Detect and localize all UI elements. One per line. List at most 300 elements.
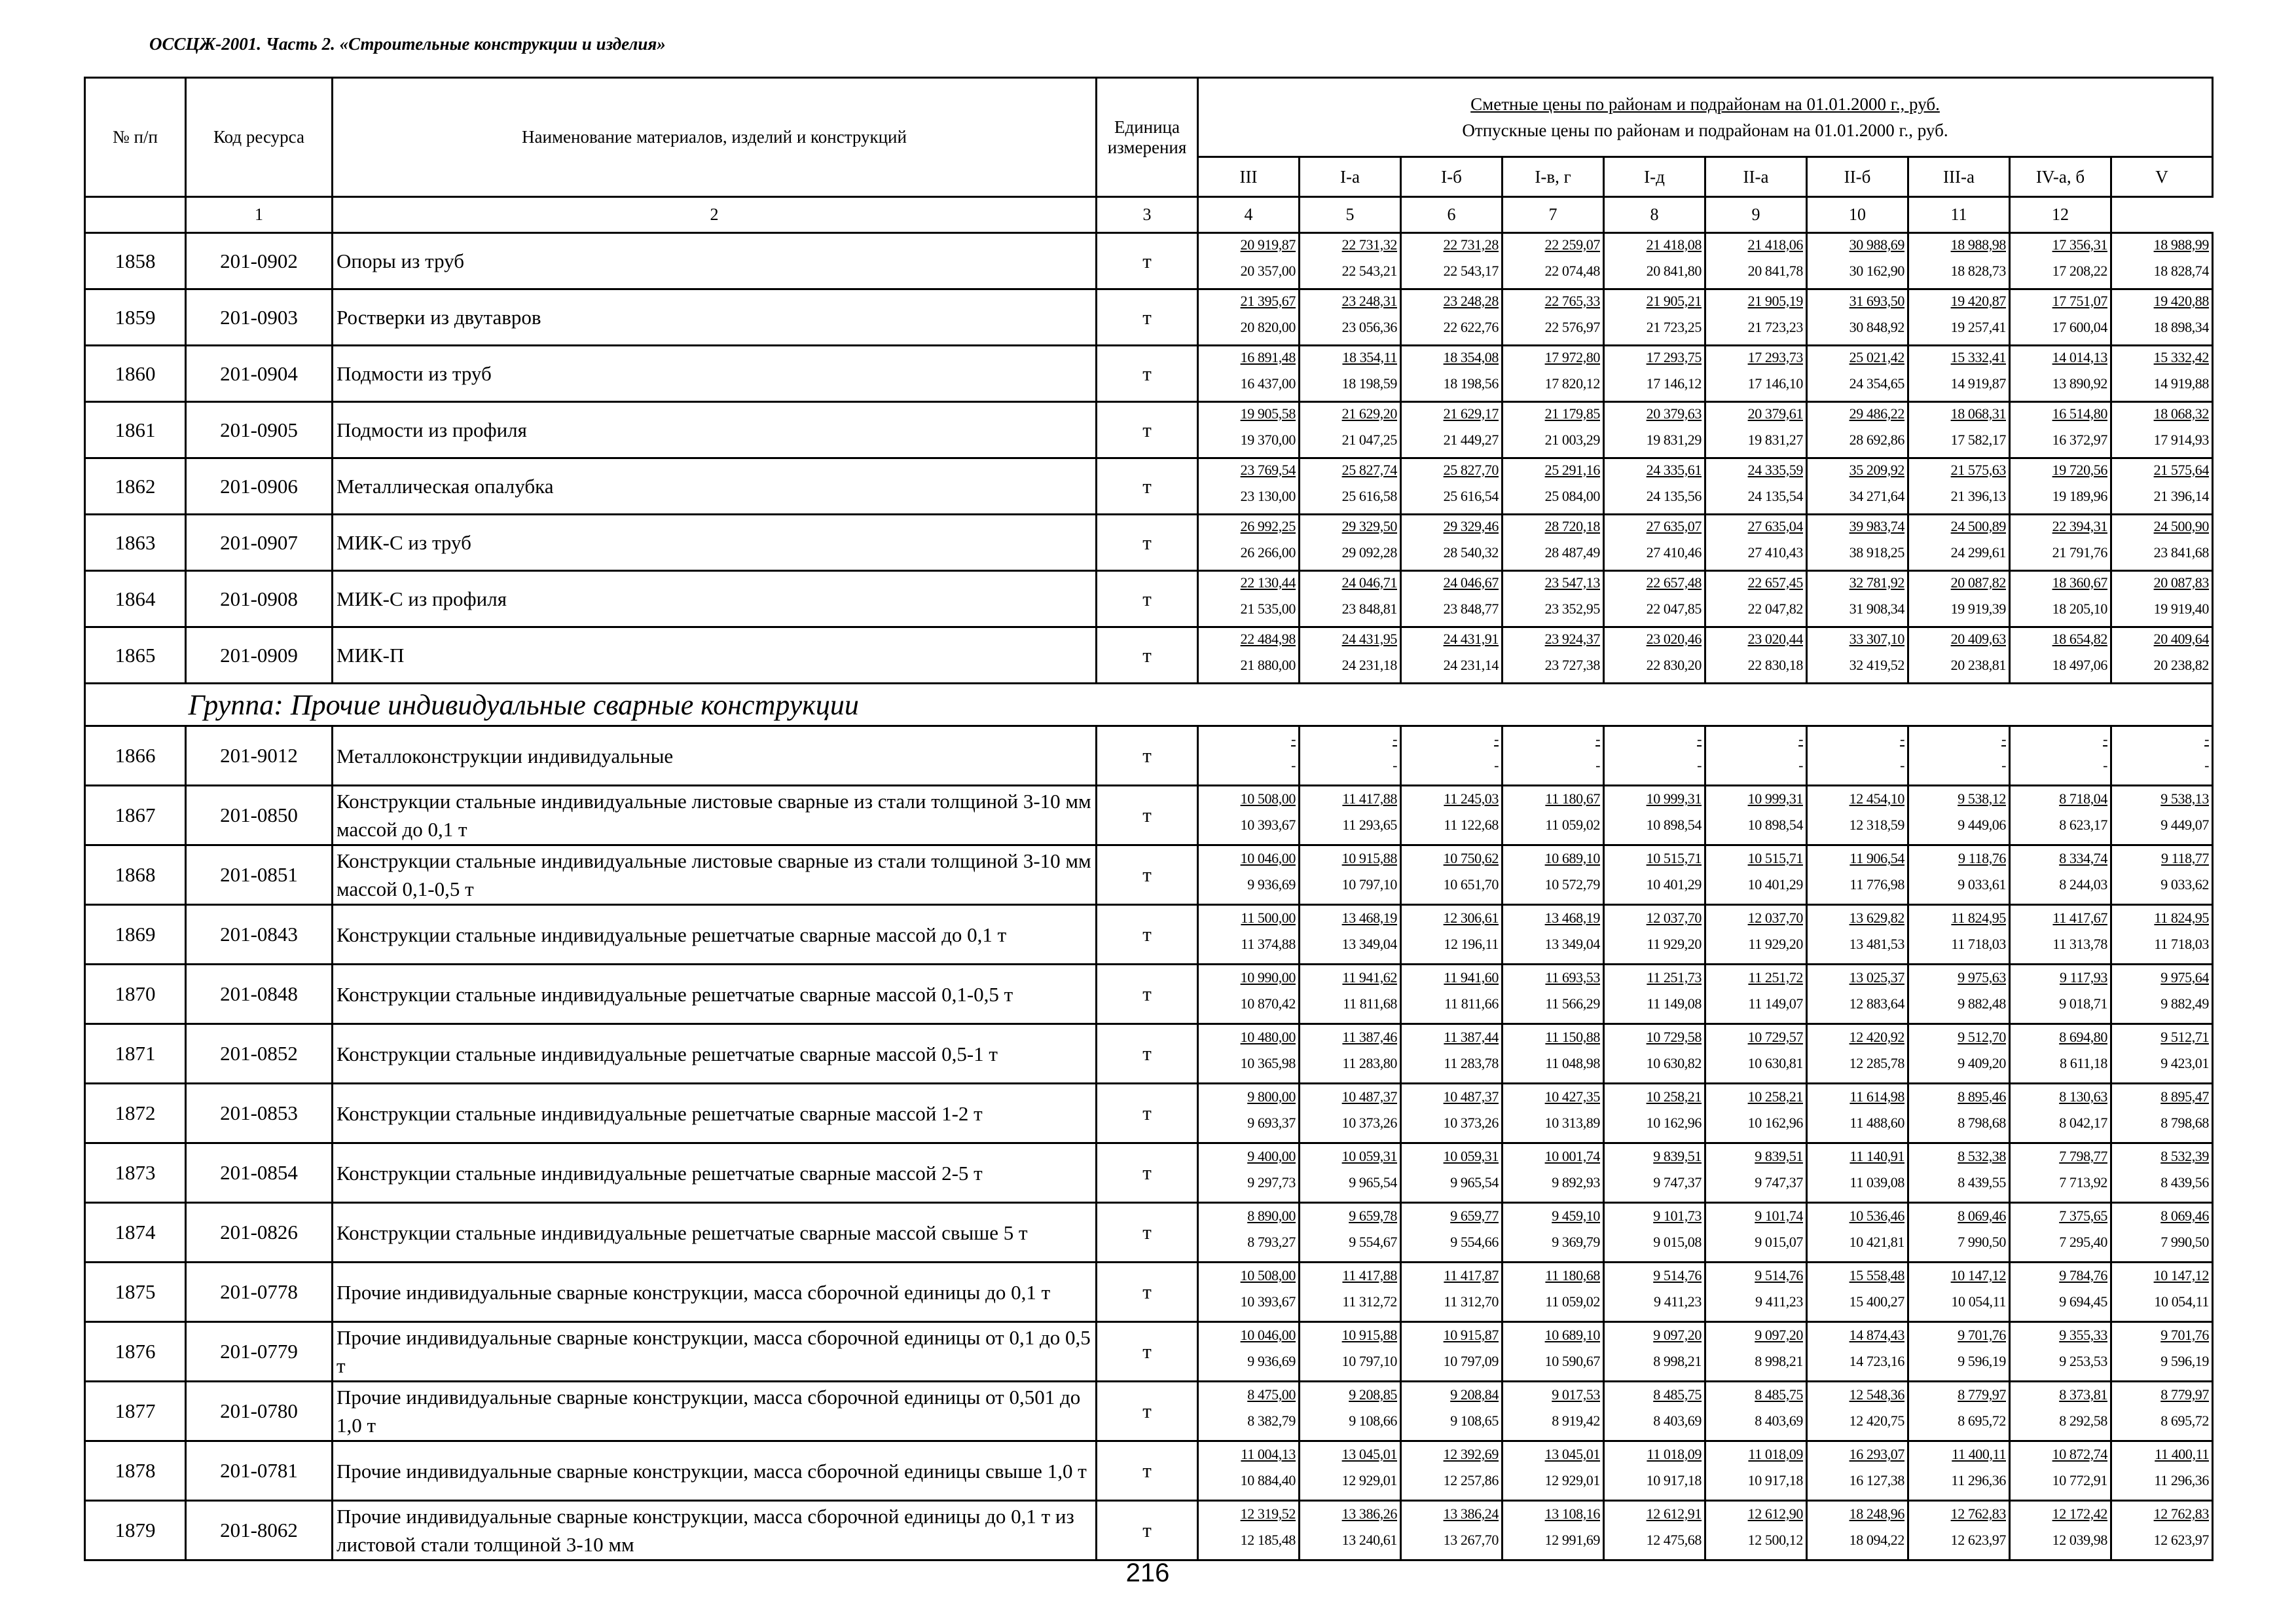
release-price: 9 033,62 <box>2160 876 2209 893</box>
estimate-price: 29 329,46 <box>1443 517 1499 534</box>
estimate-price: 9 659,78 <box>1349 1208 1397 1224</box>
release-price: 9 449,06 <box>1958 817 2006 833</box>
price-cell <box>1503 845 1604 905</box>
price-cell <box>1604 1322 1705 1382</box>
item-name: МИК-П <box>333 627 1097 684</box>
release-price: 9 018,71 <box>2059 995 2107 1012</box>
price-cell <box>1908 726 2010 786</box>
item-name: Подмости из труб <box>333 346 1097 402</box>
estimate-price: 17 293,73 <box>1747 348 1803 365</box>
resource-code: 201-0853 <box>186 1084 333 1143</box>
price-cell <box>1503 1382 1604 1441</box>
price-cell <box>1198 1024 1300 1084</box>
release-price: 10 162,96 <box>1646 1115 1702 1131</box>
price-cell <box>1300 726 1401 786</box>
page-number: 216 <box>1125 1559 1170 1587</box>
estimate-price: - <box>2103 731 2107 747</box>
resource-code: 201-0780 <box>186 1382 333 1441</box>
estimate-price: 22 731,28 <box>1443 236 1499 253</box>
price-cell <box>2010 1084 2111 1143</box>
estimate-price: 9 659,77 <box>1450 1208 1499 1224</box>
price-cell <box>1807 905 1908 965</box>
estimate-price: 20 379,63 <box>1646 405 1702 422</box>
price-cell <box>1604 905 1705 965</box>
estimate-price: 19 905,58 <box>1240 405 1296 422</box>
estimate-price: 12 612,91 <box>1646 1505 1702 1522</box>
price-cell <box>1705 726 1807 786</box>
estimate-price: 21 418,08 <box>1646 236 1702 253</box>
release-price: 11 811,66 <box>1444 995 1499 1012</box>
unit: т <box>1097 627 1198 684</box>
price-cell <box>1908 346 2010 402</box>
price-cell <box>1705 289 1807 346</box>
release-price: 9 596,19 <box>1958 1353 2006 1369</box>
price-cell <box>1300 1143 1401 1203</box>
release-price: 22 074,48 <box>1544 262 1600 279</box>
price-cell <box>1300 346 1401 402</box>
release-price: 8 919,42 <box>1552 1412 1600 1429</box>
release-price: 23 056,36 <box>1341 318 1397 335</box>
price-cell <box>1908 1143 2010 1203</box>
resource-code: 201-0848 <box>186 965 333 1024</box>
estimate-price: 22 657,45 <box>1747 574 1803 591</box>
estimate-price: 10 427,35 <box>1544 1088 1600 1105</box>
release-price: 26 266,00 <box>1240 544 1296 561</box>
estimate-price: 10 750,62 <box>1443 850 1499 866</box>
row-number: 1859 <box>85 289 186 346</box>
item-name: Конструкции стальные индивидуальные решетчатые сварные массой 0,1-0,5 т <box>333 965 1097 1024</box>
price-cell <box>1604 1143 1705 1203</box>
estimate-price: 20 087,83 <box>2153 574 2209 591</box>
estimate-price: 9 784,76 <box>2059 1267 2107 1283</box>
estimate-price: 8 069,46 <box>1958 1208 2006 1224</box>
price-cell <box>1807 786 1908 845</box>
release-price: 10 870,42 <box>1240 995 1296 1012</box>
estimate-price: 14 014,13 <box>2052 348 2107 365</box>
estimate-price: 11 824,95 <box>2154 910 2209 926</box>
price-cell <box>1908 1084 2010 1143</box>
estimate-price: 13 045,01 <box>1544 1446 1600 1462</box>
estimate-price: 28 720,18 <box>1544 517 1600 534</box>
estimate-price: 24 046,71 <box>1341 574 1397 591</box>
release-price: 19 831,27 <box>1747 431 1803 448</box>
release-price: 21 880,00 <box>1240 656 1296 673</box>
release-price: 17 146,10 <box>1747 375 1803 392</box>
release-price: 9 882,48 <box>1958 995 2006 1012</box>
estimate-price: 10 915,88 <box>1341 1327 1397 1343</box>
price-cell <box>2111 1263 2213 1322</box>
price-cell <box>1705 1203 1807 1263</box>
estimate-price: - <box>1798 731 1803 747</box>
release-price: 10 772,91 <box>2052 1472 2107 1488</box>
release-price: 8 623,17 <box>2059 817 2107 833</box>
estimate-price: - <box>1494 731 1499 747</box>
estimate-price: 21 418,06 <box>1747 236 1803 253</box>
price-cell <box>2010 1441 2111 1501</box>
estimate-price: 12 762,83 <box>1950 1505 2006 1522</box>
region-header: I-в, г <box>1503 157 1604 197</box>
unit: т <box>1097 1203 1198 1263</box>
estimate-price: 7 375,65 <box>2059 1208 2107 1224</box>
release-price: 8 695,72 <box>1958 1412 2006 1429</box>
price-cell <box>1705 1441 1807 1501</box>
price-cell <box>1401 965 1503 1024</box>
estimate-price: 12 392,69 <box>1443 1446 1499 1462</box>
group-row-spacer <box>85 684 186 726</box>
estimate-price: 10 258,21 <box>1646 1088 1702 1105</box>
table-row <box>85 1382 2213 1441</box>
price-cell <box>1604 1501 1705 1560</box>
price-cell <box>2010 1203 2111 1263</box>
price-cell <box>1503 1441 1604 1501</box>
price-cell <box>2010 1322 2111 1382</box>
release-price: 16 437,00 <box>1240 375 1296 392</box>
unit: т <box>1097 1263 1198 1322</box>
release-price: 24 354,65 <box>1849 375 1904 392</box>
release-price: 18 094,22 <box>1849 1532 1904 1548</box>
table-row <box>85 571 2213 627</box>
price-cell <box>2010 346 2111 402</box>
row-number: 1867 <box>85 786 186 845</box>
estimate-price: 12 037,70 <box>1747 910 1803 926</box>
price-cell <box>1705 346 1807 402</box>
price-cell <box>1503 1322 1604 1382</box>
caption-release-prices: Отпускные цены по районам и подрайонам на 01.01.2000 г., руб. <box>1462 120 1948 140</box>
estimate-price: 11 500,00 <box>1241 910 1296 926</box>
estimate-price: 11 400,11 <box>1952 1446 2006 1462</box>
resource-code: 201-0850 <box>186 786 333 845</box>
estimate-price: 9 097,20 <box>1755 1327 1803 1343</box>
release-price: 8 382,79 <box>1247 1412 1296 1429</box>
release-price: 22 622,76 <box>1443 318 1499 335</box>
release-price: 21 449,27 <box>1443 431 1499 448</box>
release-price: 10 797,10 <box>1341 876 1397 893</box>
column-number-row <box>85 197 2213 233</box>
release-price: 11 312,70 <box>1444 1293 1499 1310</box>
table-body-metal-structures <box>85 233 2213 684</box>
release-price: 9 965,54 <box>1450 1174 1499 1190</box>
estimate-price: 16 293,07 <box>1849 1446 1904 1462</box>
column-number: 8 <box>1604 197 1705 233</box>
price-cell <box>1503 1143 1604 1203</box>
unit: т <box>1097 1143 1198 1203</box>
estimate-price: 9 355,33 <box>2059 1327 2107 1343</box>
release-price: 25 616,54 <box>1443 487 1499 504</box>
estimate-price: 11 941,62 <box>1342 969 1397 986</box>
item-name: Прочие индивидуальные сварные конструкции, масса сборочной единицы от 0,1 до 0,5 т <box>333 1322 1097 1382</box>
item-name: Прочие индивидуальные сварные конструкции, масса сборочной единицы до 0,1 т из листовой стали толщиной 3-10 мм <box>333 1501 1097 1560</box>
estimate-price: 18 654,82 <box>2052 630 2107 647</box>
price-cell <box>1705 1263 1807 1322</box>
price-cell <box>1300 1203 1401 1263</box>
estimate-price: 9 101,73 <box>1653 1208 1702 1224</box>
price-cell <box>1198 571 1300 627</box>
estimate-price: 15 332,41 <box>1950 348 2006 365</box>
item-name: Опоры из труб <box>333 233 1097 289</box>
price-cell <box>2010 965 2111 1024</box>
release-price: 7 990,50 <box>1958 1234 2006 1250</box>
column-number: 10 <box>1807 197 1908 233</box>
resource-code: 201-0843 <box>186 905 333 965</box>
release-price: 8 793,27 <box>1247 1234 1296 1250</box>
row-number: 1860 <box>85 346 186 402</box>
price-cell <box>1401 289 1503 346</box>
table-row <box>85 289 2213 346</box>
release-price: 9 369,79 <box>1552 1234 1600 1250</box>
price-cell <box>2010 233 2111 289</box>
price-cell <box>1604 233 1705 289</box>
price-cell <box>1705 1084 1807 1143</box>
price-cell <box>2010 1382 2111 1441</box>
price-cell <box>1401 1501 1503 1560</box>
resource-code: 201-0908 <box>186 571 333 627</box>
release-price: 22 576,97 <box>1544 318 1600 335</box>
estimate-price: 13 386,24 <box>1443 1505 1499 1522</box>
release-price: 9 108,66 <box>1349 1412 1397 1429</box>
price-cell <box>2111 627 2213 684</box>
estimate-price: 18 988,98 <box>1950 236 2006 253</box>
resource-code: 201-0903 <box>186 289 333 346</box>
release-price: 11 296,36 <box>2154 1472 2209 1488</box>
estimate-price: 10 487,37 <box>1341 1088 1397 1105</box>
release-price: 22 830,18 <box>1747 656 1803 673</box>
estimate-price: 22 657,48 <box>1646 574 1702 591</box>
release-price: 11 122,68 <box>1444 817 1499 833</box>
estimate-price: 9 118,77 <box>2161 850 2209 866</box>
price-cell <box>1503 233 1604 289</box>
estimate-price: 17 356,31 <box>2052 236 2107 253</box>
table-row <box>85 905 2213 965</box>
estimate-price: 33 307,10 <box>1849 630 1904 647</box>
price-cell <box>1705 845 1807 905</box>
estimate-price: 11 018,09 <box>1647 1446 1702 1462</box>
estimate-price: 24 500,89 <box>1950 517 2006 534</box>
price-cell <box>2010 515 2111 571</box>
estimate-price: 11 941,60 <box>1444 969 1499 986</box>
price-cell <box>2111 905 2213 965</box>
table-row <box>85 627 2213 684</box>
resource-code: 201-0851 <box>186 845 333 905</box>
estimate-price: 18 354,08 <box>1443 348 1499 365</box>
item-name: Конструкции стальные индивидуальные листовые сварные из стали толщиной 3-10 мм массой 0,1-0,5 т <box>333 845 1097 905</box>
estimate-price: 25 827,70 <box>1443 461 1499 478</box>
estimate-price: 22 394,31 <box>2052 517 2107 534</box>
estimate-price: 10 046,00 <box>1240 850 1296 866</box>
resource-code: 201-0826 <box>186 1203 333 1263</box>
price-cell <box>2111 289 2213 346</box>
price-cell <box>1401 845 1503 905</box>
estimate-price: 23 769,54 <box>1240 461 1296 478</box>
release-price: 18 205,10 <box>2052 600 2107 617</box>
row-number: 1866 <box>85 726 186 786</box>
release-price: 12 929,01 <box>1544 1472 1600 1488</box>
release-price: 10 054,11 <box>1951 1293 2006 1310</box>
resource-code: 201-8062 <box>186 1501 333 1560</box>
estimate-price: 23 020,46 <box>1646 630 1702 647</box>
estimate-price: 11 387,44 <box>1444 1029 1499 1045</box>
release-price: 9 033,61 <box>1958 876 2006 893</box>
price-cell <box>1604 965 1705 1024</box>
estimate-price: 20 409,64 <box>2153 630 2209 647</box>
price-cell <box>2111 1203 2213 1263</box>
release-price: - <box>1494 757 1499 773</box>
release-price: - <box>2001 757 2006 773</box>
resource-code: 201-0904 <box>186 346 333 402</box>
release-price: 20 841,80 <box>1646 262 1702 279</box>
price-cell <box>1705 233 1807 289</box>
estimate-price: 22 259,07 <box>1544 236 1600 253</box>
estimate-price: 21 629,20 <box>1341 405 1397 422</box>
estimate-price: 8 485,75 <box>1653 1386 1702 1403</box>
row-number: 1875 <box>85 1263 186 1322</box>
price-cell <box>1401 1203 1503 1263</box>
price-cell <box>1604 289 1705 346</box>
release-price: 17 146,12 <box>1646 375 1702 392</box>
release-price: 12 318,59 <box>1849 817 1904 833</box>
estimate-price: 22 484,98 <box>1240 630 1296 647</box>
price-cell <box>1908 627 2010 684</box>
item-name: МИК-С из труб <box>333 515 1097 571</box>
estimate-price: 8 779,97 <box>2160 1386 2209 1403</box>
price-cell <box>1908 233 2010 289</box>
price-cell <box>1807 289 1908 346</box>
price-cell <box>2111 1382 2213 1441</box>
row-number: 1861 <box>85 402 186 458</box>
column-number: 1 <box>186 197 333 233</box>
region-header: II-б <box>1807 157 1908 197</box>
table-row <box>85 1203 2213 1263</box>
item-name: Конструкции стальные индивидуальные листовые сварные из стали толщиной 3-10 мм массой до 0,1 т <box>333 786 1097 845</box>
row-number: 1865 <box>85 627 186 684</box>
price-cell <box>1300 1382 1401 1441</box>
price-cell <box>2111 458 2213 515</box>
estimate-price: 8 532,39 <box>2160 1148 2209 1164</box>
estimate-price: 26 992,25 <box>1240 517 1296 534</box>
price-cell <box>1705 1382 1807 1441</box>
release-price: 11 059,02 <box>1545 817 1600 833</box>
price-cell <box>1604 1084 1705 1143</box>
release-price: 30 848,92 <box>1849 318 1904 335</box>
release-price: 11 149,08 <box>1647 995 1702 1012</box>
price-cell <box>1401 786 1503 845</box>
release-price: 17 820,12 <box>1544 375 1600 392</box>
price-cell <box>1908 1263 2010 1322</box>
release-price: 20 238,81 <box>1950 656 2006 673</box>
price-cell <box>1401 346 1503 402</box>
release-price: 13 481,53 <box>1849 936 1904 952</box>
release-price: 24 231,14 <box>1443 656 1499 673</box>
release-price: 11 929,20 <box>1748 936 1803 952</box>
price-cell <box>1300 571 1401 627</box>
release-price: 11 811,68 <box>1343 995 1397 1012</box>
price-cell <box>1300 515 1401 571</box>
resource-code: 201-0906 <box>186 458 333 515</box>
price-cell <box>1705 1024 1807 1084</box>
release-price: 24 299,61 <box>1950 544 2006 561</box>
release-price: 8 292,58 <box>2059 1412 2107 1429</box>
estimate-price: 15 332,42 <box>2153 348 2209 365</box>
estimate-price: 10 515,71 <box>1747 850 1803 866</box>
table-row <box>85 1143 2213 1203</box>
estimate-price: 11 245,03 <box>1444 790 1499 807</box>
estimate-price: 30 988,69 <box>1849 236 1904 253</box>
price-cell <box>1908 786 2010 845</box>
release-price: 11 149,07 <box>1748 995 1803 1012</box>
estimate-price: 15 558,48 <box>1849 1267 1904 1283</box>
release-price: 19 919,40 <box>2153 600 2209 617</box>
release-price: 10 401,29 <box>1747 876 1803 893</box>
resource-code: 201-0905 <box>186 402 333 458</box>
release-price: 11 929,20 <box>1647 936 1702 952</box>
estimate-price: 9 512,71 <box>2160 1029 2209 1045</box>
release-price: 10 898,54 <box>1747 817 1803 833</box>
resource-code: 201-9012 <box>186 726 333 786</box>
unit: т <box>1097 845 1198 905</box>
price-cell <box>1300 1263 1401 1322</box>
release-price: 12 420,75 <box>1849 1412 1904 1429</box>
row-number: 1870 <box>85 965 186 1024</box>
estimate-price: 22 731,32 <box>1341 236 1397 253</box>
estimate-price: 8 532,38 <box>1958 1148 2006 1164</box>
region-header: I-д <box>1604 157 1705 197</box>
estimate-price: 13 468,19 <box>1544 910 1600 926</box>
estimate-price: 9 514,76 <box>1653 1267 1702 1283</box>
price-cell <box>1198 458 1300 515</box>
estimate-price: 8 475,00 <box>1247 1386 1296 1403</box>
price-cell <box>1807 402 1908 458</box>
estimate-price: 18 988,99 <box>2153 236 2209 253</box>
table-row <box>85 786 2213 845</box>
price-cell <box>2111 1501 2213 1560</box>
release-price: 25 616,58 <box>1341 487 1397 504</box>
estimate-price: 21 905,19 <box>1747 292 1803 309</box>
estimate-price: 9 975,64 <box>2160 969 2209 986</box>
price-cell <box>1908 965 2010 1024</box>
price-cell <box>1401 905 1503 965</box>
release-price: 9 747,37 <box>1653 1174 1702 1190</box>
release-price: 15 400,27 <box>1849 1293 1904 1310</box>
estimate-price: 8 130,63 <box>2059 1088 2107 1105</box>
estimate-price: 8 718,04 <box>2059 790 2107 807</box>
estimate-price: - <box>2204 731 2209 747</box>
price-cell <box>1300 289 1401 346</box>
estimate-price: 11 150,88 <box>1545 1029 1600 1045</box>
release-price: 8 798,68 <box>1958 1115 2006 1131</box>
price-cell <box>1503 515 1604 571</box>
release-price: 22 830,20 <box>1646 656 1702 673</box>
estimate-price: 9 701,76 <box>1958 1327 2006 1343</box>
price-cell <box>2010 627 2111 684</box>
price-cell <box>1705 1143 1807 1203</box>
estimate-price: 12 612,90 <box>1747 1505 1803 1522</box>
price-cell <box>1300 965 1401 1024</box>
release-price: 8 611,18 <box>2060 1055 2107 1071</box>
release-price: 8 439,56 <box>2160 1174 2209 1190</box>
price-cell <box>1908 905 2010 965</box>
release-price: 11 488,60 <box>1850 1115 1904 1131</box>
estimate-price: 24 046,67 <box>1443 574 1499 591</box>
price-cell <box>1300 786 1401 845</box>
col-header-no: № п/п <box>85 78 186 197</box>
price-cell <box>1908 571 2010 627</box>
release-price: 23 130,00 <box>1240 487 1296 504</box>
estimate-price: 9 400,00 <box>1247 1148 1296 1164</box>
release-price: 12 257,86 <box>1443 1472 1499 1488</box>
release-price: 10 630,81 <box>1747 1055 1803 1071</box>
price-cell <box>1807 458 1908 515</box>
price-cell <box>2111 402 2213 458</box>
item-name: Металлоконструкции индивидуальные <box>333 726 1097 786</box>
